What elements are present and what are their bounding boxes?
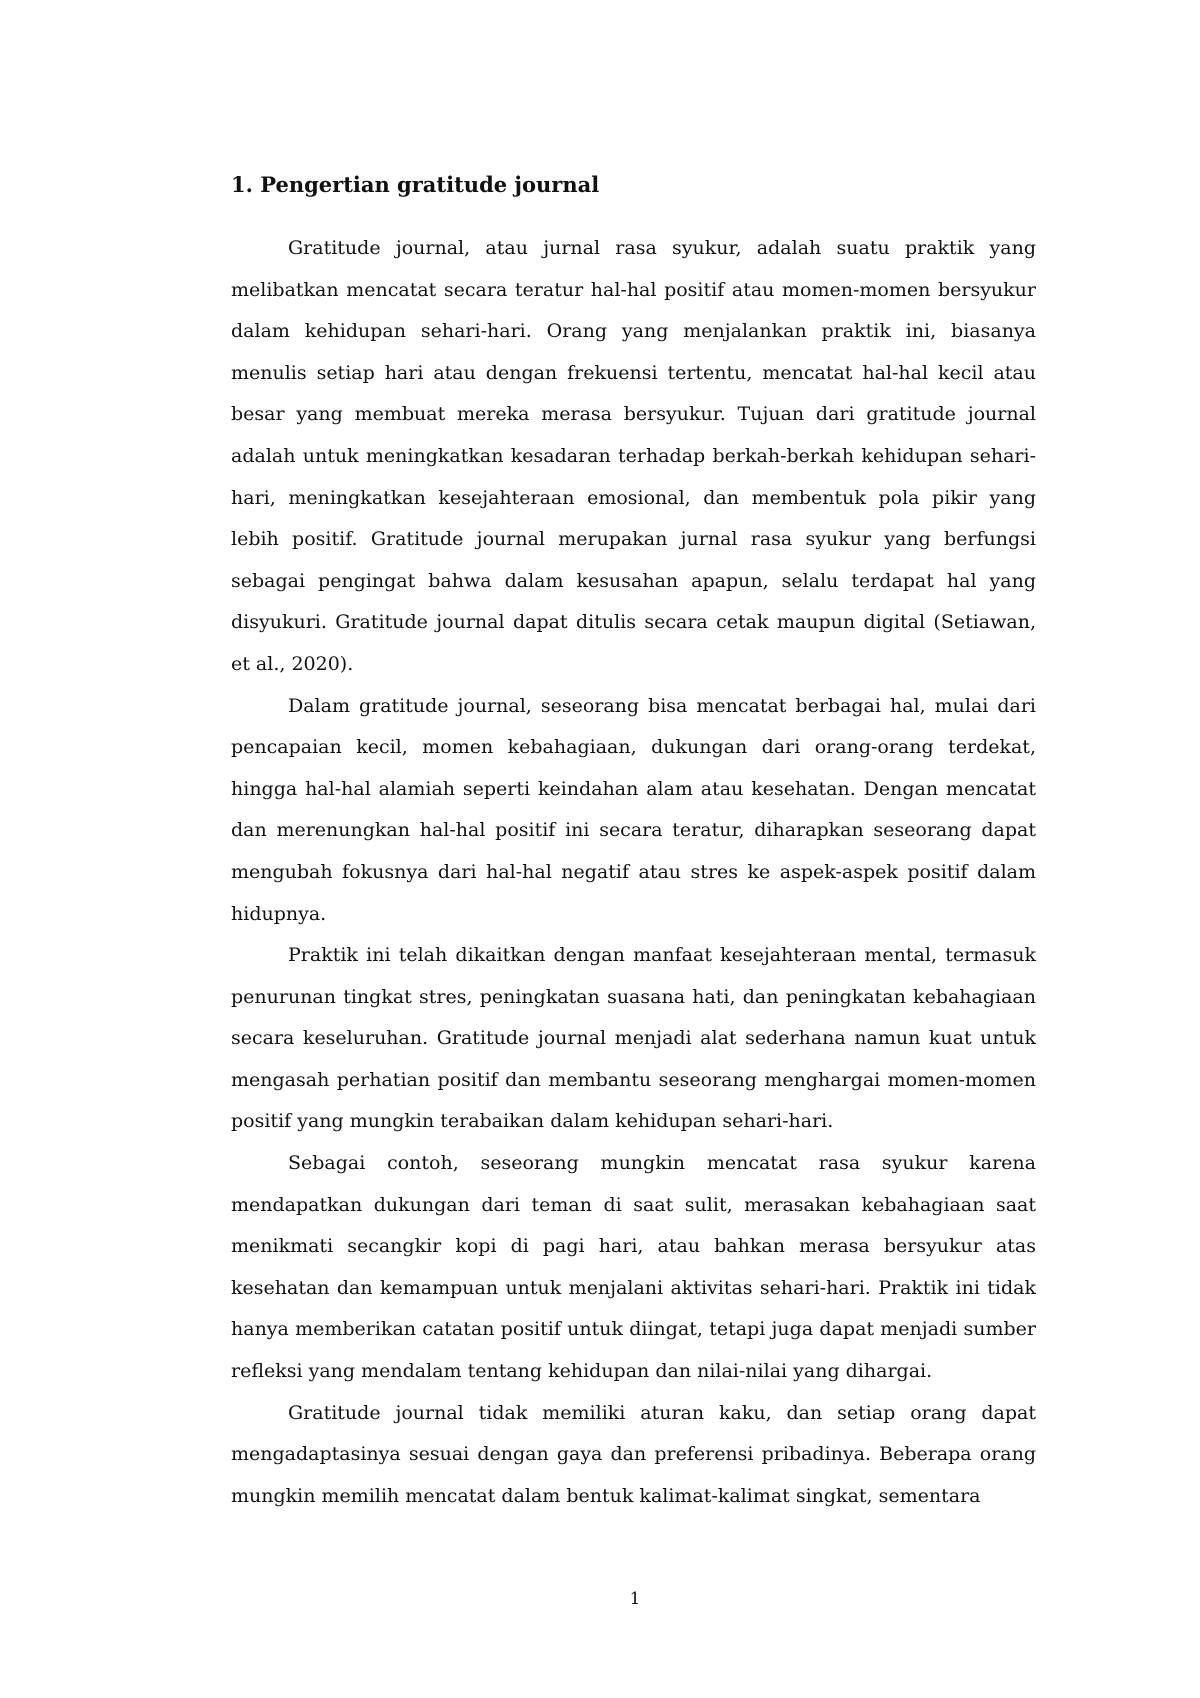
- paragraph-benefits: Praktik ini telah dikaitkan dengan manfaat kesejahteraan mental, termasuk penurunan tingkat stres, peningkatan suasana hati, dan peningkatan kebahagiaan secara keseluruhan. Gratitude journal menjadi alat sederhana namun kuat untuk mengasah perhatian positif dan membantu seseorang menghargai momen-momen positif yang mungkin terabaikan dalam kehidupan sehari-hari.: [231, 944, 1036, 1133]
- paragraph-flexibility: Gratitude journal tidak memiliki aturan kaku, dan setiap orang dapat mengadaptasinya sesuai dengan gaya dan preferensi pribadinya. Beberapa orang mungkin memilih mencatat dalam bentuk kalimat-kalimat singkat, sementara: [231, 1401, 1036, 1507]
- page-number: 1: [629, 1589, 641, 1609]
- paragraph-definition: Gratitude journal, atau jurnal rasa syukur, adalah suatu praktik yang melibatkan mencatat secara teratur hal-hal positif atau momen-momen bersyukur dalam kehidupan sehari-hari. Orang yang menjalankan praktik ini, biasanya menulis setiap hari atau dengan frekuensi tertentu, mencatat hal-hal kecil atau besar yang membuat mereka merasa bersyukur. Tujuan dari gratitude journal adalah untuk meningkatkan kesadaran terhadap berkah-berkah kehidupan sehari-hari, meningkatkan kesejahteraan emosional, dan membentuk pola pikir yang lebih positif. Gratitude journal merupakan jurnal rasa syukur yang berfungsi sebagai pengingat bahwa dalam kesusahan apapun, selalu terdapat hal yang disyukuri. Gratitude journal dapat ditulis secara cetak maupun digital (Setiawan, et al., 2020).: [231, 237, 1036, 675]
- document-body: [231, 170, 1036, 1517]
- paragraph-contents: Dalam gratitude journal, seseorang bisa mencatat berbagai hal, mulai dari pencapaian kecil, momen kebahagiaan, dukungan dari orang-orang terdekat, hingga hal-hal alamiah seperti keindahan alam atau kesehatan. Dengan mencatat dan merenungkan hal-hal positif ini secara teratur, diharapkan seseorang dapat mengubah fokusnya dari hal-hal negatif atau stres ke aspek-aspek positif dalam hidupnya.: [231, 694, 1036, 925]
- paragraph-example: Sebagai contoh, seseorang mungkin mencatat rasa syukur karena mendapatkan dukungan dari teman di saat sulit, merasakan kebahagiaan saat menikmati secangkir kopi di pagi hari, atau bahkan merasa bersyukur atas kesehatan dan kemampuan untuk menjalani aktivitas sehari-hari. Praktik ini tidak hanya memberikan catatan positif untuk diingat, tetapi juga dapat menjadi sumber refleksi yang mendalam tentang kehidupan dan nilai-nilai yang dihargai.: [231, 1152, 1036, 1383]
- section-heading: 1. Pengertian gratitude journal: [231, 172, 600, 197]
